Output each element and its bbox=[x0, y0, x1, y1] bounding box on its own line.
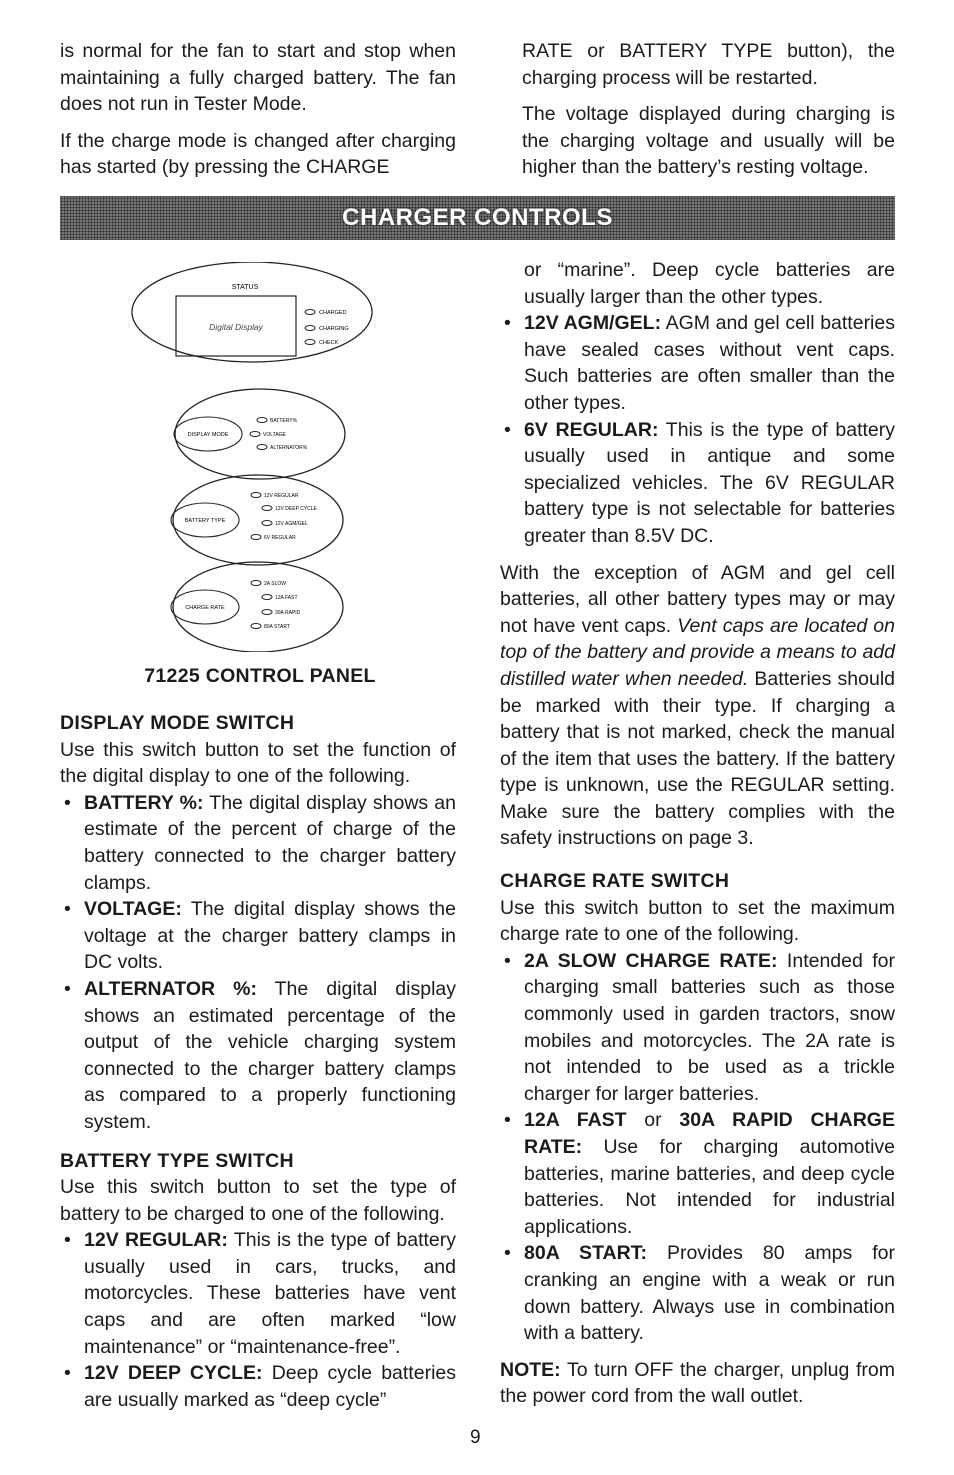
6v-regular-led-icon bbox=[251, 535, 261, 540]
page-number: 9 bbox=[470, 1427, 481, 1448]
80a-start-led-icon bbox=[251, 624, 261, 629]
charge-rate-button-label: CHARGE RATE bbox=[185, 605, 225, 611]
list-item: • 12V REGULAR: This is the type of battery usually used in cars, trucks, and motorcycles. These batteries have vent caps and are often marked “low maintenance” or “maintenance-free”. bbox=[60, 1227, 456, 1360]
section-heading: CHARGE RATE SWITCH bbox=[500, 870, 730, 893]
alternator-percent-led-icon bbox=[257, 445, 267, 450]
charge-rate-option: 12A FAST bbox=[275, 595, 298, 601]
paragraph: Use this switch button to set the type of battery to be charged to one of the following. bbox=[60, 1176, 456, 1225]
charged-led-icon bbox=[305, 310, 315, 315]
paragraph: Use this switch button to set the maximum charge rate to one of the following. bbox=[500, 896, 895, 946]
list-item: • 12V DEEP CYCLE: Deep cycle batteries are usually marked as “deep cycle” bbox=[60, 1360, 456, 1413]
list-item: • VOLTAGE: The digital display shows the voltage at the charger battery clamps in DC volts. bbox=[60, 896, 456, 976]
paragraph: is normal for the fan to start and stop when maintaining a fully charged battery. The fan does not run in Tester Mode. bbox=[60, 40, 456, 116]
battery-type-button-label: BATTERY TYPE bbox=[184, 518, 226, 524]
list-item: • 2A SLOW CHARGE RATE: Intended for charging small batteries such as those commonly used in garden tractors, snow mobiles and motorcycles. The 2A rate is not intended to be used as a trickle charger for larger batteries. bbox=[500, 948, 895, 1108]
12v-agm-gel-led-icon bbox=[262, 521, 272, 526]
digital-display-text: Digital Display bbox=[209, 322, 263, 332]
12v-regular-led-icon bbox=[251, 493, 261, 498]
30a-rapid-led-icon bbox=[262, 610, 272, 615]
list-item: • 6V REGULAR: This is the type of battery usually used in antique and some specialized vehicles. The 6V REGULAR battery type is not selectable for batteries greater than 8.5V DC. bbox=[500, 417, 895, 550]
list-item: • 12A FAST or 30A RAPID CHARGE RATE: Use for charging automotive batteries, marine batteries, and deep cycle batteries. Not intended for industrial applications. bbox=[500, 1107, 895, 1240]
battery-type-list-continued bbox=[500, 310, 895, 549]
section-heading: DISPLAY MODE SWITCH bbox=[60, 712, 295, 734]
battery-percent-led-icon bbox=[257, 418, 267, 423]
left-column bbox=[60, 710, 456, 1413]
display-mode-option: ALTERNATOR% bbox=[270, 445, 308, 451]
paragraph: With the exception of AGM and gel cell batteries, all other battery types may or may not have vent caps. Vent caps are located on top of the battery and provide a means to add distilled water when needed. Batteries should be marked with their type. If charging a battery that is not marked, check the manual of the item that uses the battery. If the battery type is unknown, use the REGULAR setting. Make sure the battery complies with the safety instructions on page 3. bbox=[500, 561, 895, 850]
status-label: STATUS bbox=[231, 284, 259, 291]
charge-rate-option: 30A RAPID bbox=[275, 610, 301, 616]
12v-deep-cycle-led-icon bbox=[262, 506, 272, 511]
list-item: • 80A START: Provides 80 amps for cranking an engine with a weak or run down battery. Always use in combination with a battery. bbox=[500, 1240, 895, 1346]
top-right-column bbox=[522, 38, 895, 181]
status-light-label: CHARGING bbox=[319, 326, 349, 332]
charge-rate-option: 2A SLOW bbox=[264, 581, 286, 587]
status-light-label: CHARGED bbox=[319, 310, 347, 316]
2a-slow-led-icon bbox=[251, 581, 261, 586]
battery-type-option: 12V AGM/GEL bbox=[275, 521, 308, 527]
list-item: • ALTERNATOR %: The digital display shows an estimated percentage of the output of the vehicle charging system connected to the charger battery clamps as compared to a properly functioning system. bbox=[60, 976, 456, 1136]
section-title: CHARGER CONTROLS bbox=[342, 204, 613, 231]
check-led-icon bbox=[305, 340, 315, 345]
section-banner bbox=[60, 196, 895, 240]
section-heading: BATTERY TYPE SWITCH bbox=[60, 1149, 294, 1172]
paragraph: Use this switch button to set the function of the digital display to one of the following. bbox=[60, 738, 456, 788]
paragraph: If the charge mode is changed after charging has started (by pressing the CHARGE bbox=[60, 129, 456, 179]
battery-type-list bbox=[60, 1227, 456, 1413]
paragraph: The voltage displayed during charging is the charging voltage and usually will be higher than the battery’s resting voltage. bbox=[522, 103, 895, 179]
battery-type-option: 6V REGULAR bbox=[264, 535, 296, 541]
status-light-label: CHECK bbox=[319, 340, 339, 346]
battery-type-option: 12V REGULAR bbox=[264, 493, 299, 499]
right-column bbox=[500, 257, 895, 1410]
voltage-led-icon bbox=[250, 432, 260, 437]
display-mode-option: BATTERY% bbox=[270, 418, 298, 424]
list-item: • BATTERY %: The digital display shows an estimate of the percent of charge of the battery connected to the charger battery clamps. bbox=[60, 790, 456, 896]
charge-rate-option: 80A START bbox=[264, 624, 290, 630]
top-left-column bbox=[60, 38, 456, 181]
display-mode-button-label: DISPLAY MODE bbox=[187, 432, 229, 438]
paragraph: RATE or BATTERY TYPE button), the charging process will be restarted. bbox=[522, 40, 895, 89]
display-mode-option: VOLTAGE bbox=[263, 432, 286, 438]
battery-type-option: 12V DEEP CYCLE bbox=[275, 506, 317, 512]
display-mode-list bbox=[60, 790, 456, 1136]
note: NOTE: To turn OFF the charger, unplug from the power cord from the wall outlet. bbox=[500, 1358, 895, 1408]
paragraph: or “marine”. Deep cycle batteries are usually larger than the other types. bbox=[524, 259, 895, 308]
12a-fast-led-icon bbox=[262, 595, 272, 600]
figure-caption: 71225 CONTROL PANEL bbox=[144, 665, 376, 687]
control-panel-diagram bbox=[130, 262, 390, 652]
charging-led-icon bbox=[305, 326, 315, 331]
list-item: • 12V AGM/GEL: AGM and gel cell batteries have sealed cases without vent caps. Such batteries are often smaller than the other types. bbox=[500, 310, 895, 416]
charge-rate-list bbox=[500, 948, 895, 1347]
